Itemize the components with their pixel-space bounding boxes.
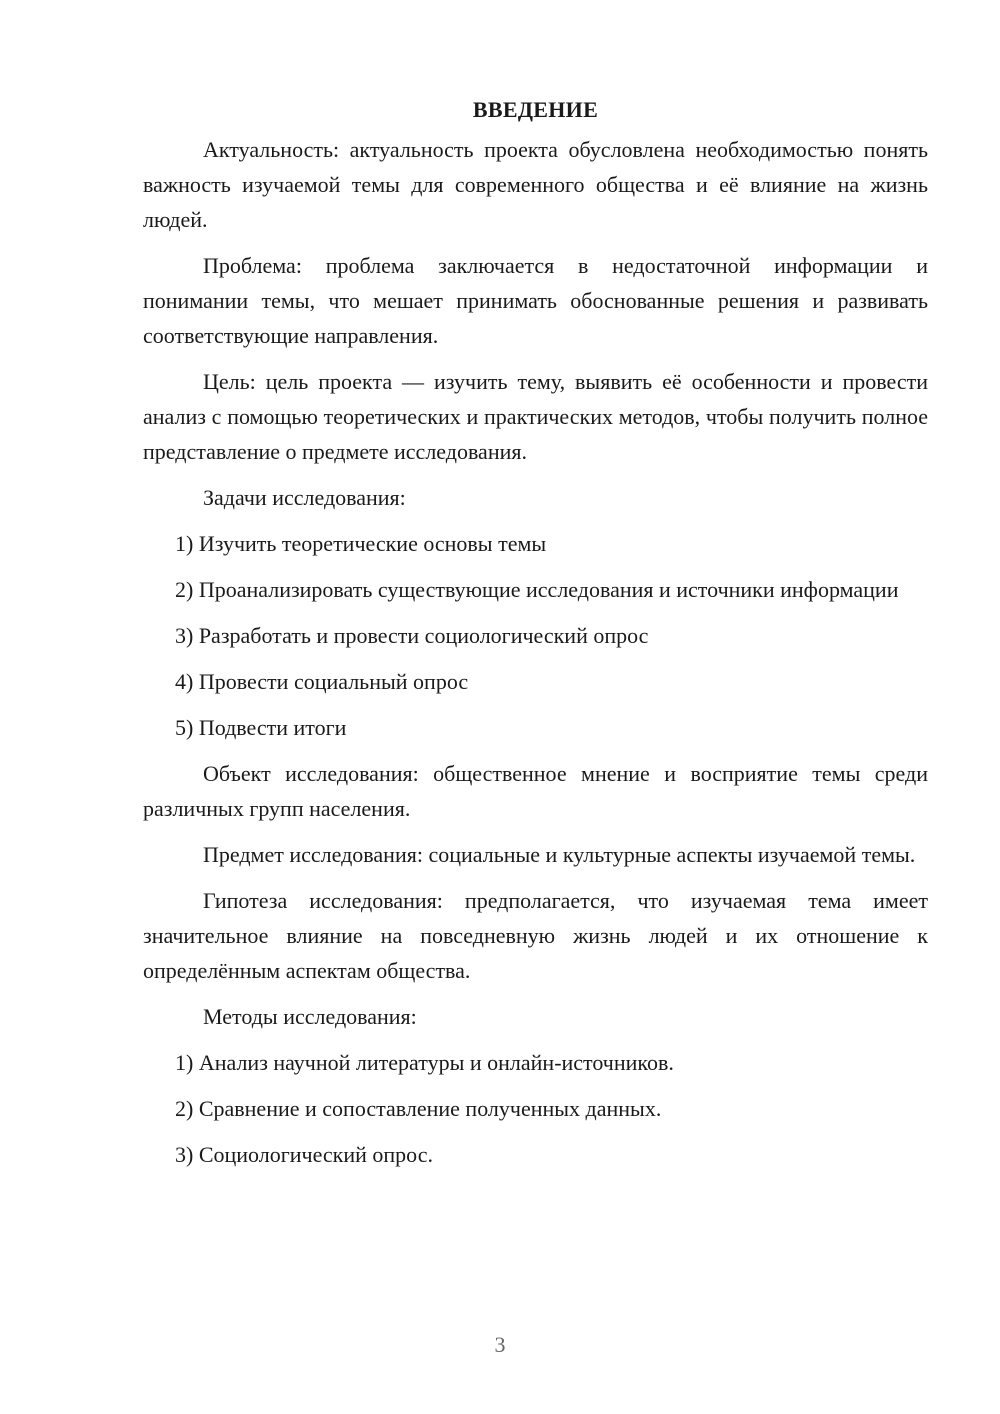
hypothesis-paragraph: Гипотеза исследования: предполагается, что изучаемая тема имеет значительное влияние на повседневную жизнь людей и их отношение к определённым аспектам общества. [143, 888, 928, 983]
section-title: ВВЕДЕНИЕ [472, 97, 599, 122]
page-number: 3 [494, 1332, 506, 1357]
document-page [143, 92, 928, 1183]
problem-paragraph: Проблема: проблема заключается в недостаточной информации и понимании темы, что мешает принимать обоснованные решения и развивать соответствующие направления. [143, 253, 928, 348]
method-item: 2) Сравнение и сопоставление полученных данных. [175, 1096, 662, 1121]
task-item: 2) Проанализировать существующие исследования и источники информации [175, 577, 899, 602]
object-paragraph: Объект исследования: общественное мнение и восприятие темы среди различных групп населения. [143, 761, 928, 821]
method-item: 1) Анализ научной литературы и онлайн-источников. [175, 1050, 674, 1075]
task-item: 4) Провести социальный опрос [175, 669, 469, 694]
task-item: 3) Разработать и провести социологический опрос [175, 623, 649, 648]
relevance-paragraph: Актуальность: актуальность проекта обусловлена необходимостью понять важность изучаемой темы для современного общества и её влияние на жизнь людей. [143, 137, 928, 232]
task-item: 1) Изучить теоретические основы темы [175, 531, 547, 556]
tasks-heading: Задачи исследования: [203, 485, 406, 510]
goal-paragraph: Цель: цель проекта — изучить тему, выявить её особенности и провести анализ с помощью теоретических и практических методов, чтобы получить полное представление о предмете исследования. [143, 369, 928, 464]
subject-paragraph: Предмет исследования: социальные и культурные аспекты изучаемой темы. [203, 842, 916, 867]
task-item: 5) Подвести итоги [175, 715, 347, 740]
methods-heading: Методы исследования: [203, 1004, 417, 1029]
method-item: 3) Социологический опрос. [175, 1142, 433, 1167]
